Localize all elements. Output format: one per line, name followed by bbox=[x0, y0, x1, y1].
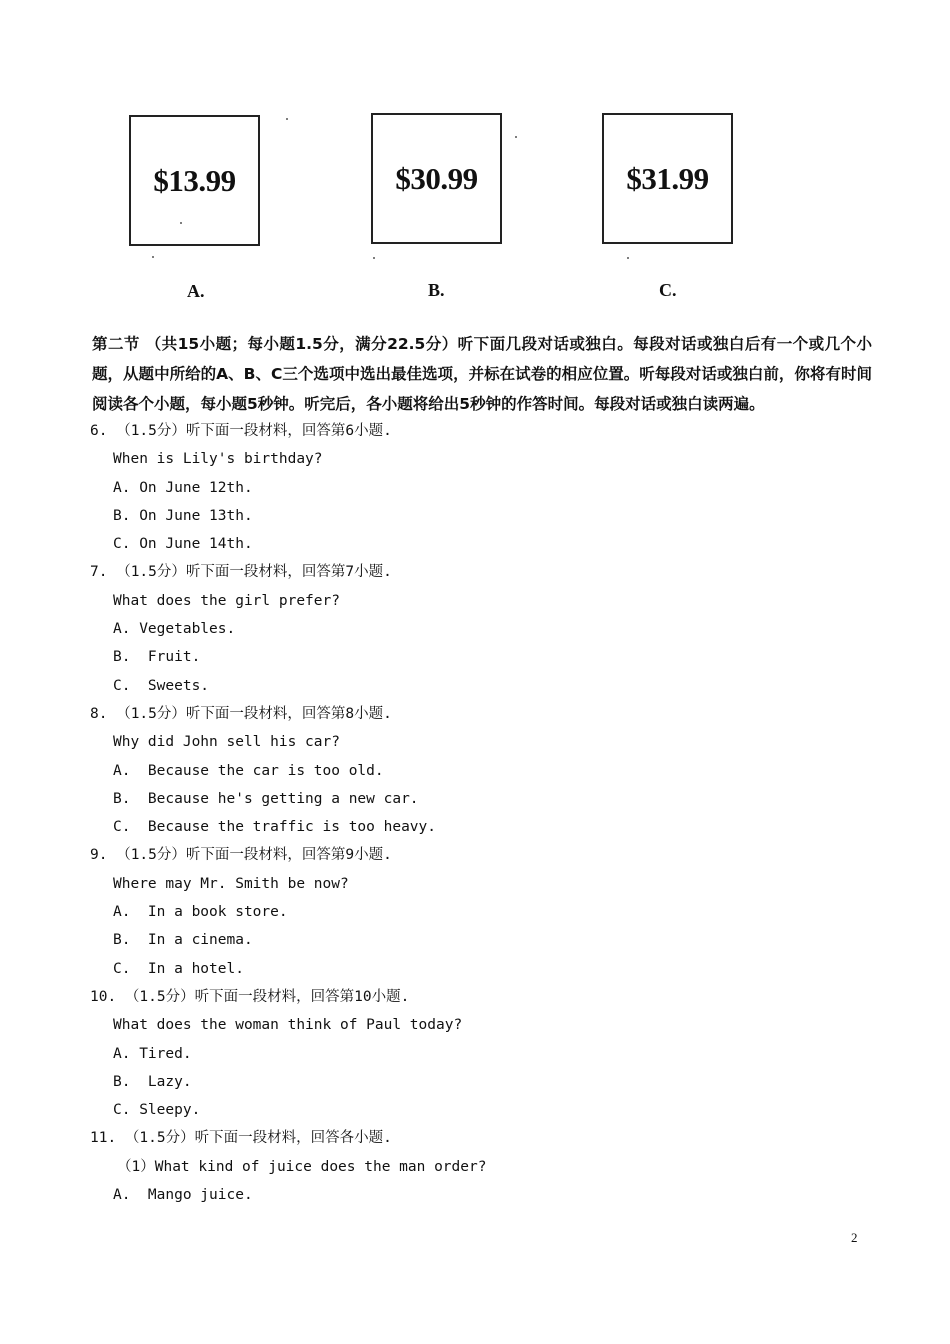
sub-question-stem: （1）What kind of juice does the man order? bbox=[117, 1158, 487, 1175]
option-b: B. In a cinema. bbox=[113, 932, 253, 949]
option-a: A. On June 12th. bbox=[113, 479, 253, 496]
page-number: 2 bbox=[851, 1230, 858, 1245]
question-list bbox=[90, 417, 850, 1209]
price-a: $13.99 bbox=[153, 162, 236, 198]
question-header: 9. （1.5分）听下面一段材料，回答第9小题. bbox=[90, 847, 392, 864]
scan-speck bbox=[180, 222, 182, 224]
question-stem: Why did John sell his car? bbox=[113, 734, 340, 751]
option-a: A. In a book store. bbox=[113, 904, 288, 921]
question-11 bbox=[90, 1124, 850, 1209]
option-c: C. On June 14th. bbox=[113, 536, 253, 553]
question-stem: Where may Mr. Smith be now? bbox=[113, 875, 349, 892]
question-stem: When is Lily's birthday? bbox=[113, 451, 323, 468]
option-b: B. Because he's getting a new car. bbox=[113, 790, 419, 807]
scan-speck bbox=[373, 257, 375, 259]
option-b: B. Fruit. bbox=[113, 649, 201, 666]
scan-speck bbox=[152, 256, 154, 258]
option-letter-b: B. bbox=[428, 280, 445, 300]
question-header: 10. （1.5分）听下面一段材料，回答第10小题. bbox=[90, 988, 410, 1005]
price-box-c bbox=[602, 113, 733, 244]
scan-speck bbox=[515, 136, 517, 138]
scan-speck bbox=[627, 257, 629, 259]
option-b: B. On June 13th. bbox=[113, 507, 253, 524]
section-instructions: 第二节 （共15小题；每小题1.5分，满分22.5分）听下面几段对话或独白。每段对话或独白后有一个或几个小题，从题中所给的A、B、C三个选项中选出最佳选项，并标在试卷的相应位置。听每段对话或独白前，你将有时间阅读各个小题，每小题5秒钟。听完后，各小题将给出5秒钟的作答时间。每段对话或独白读两遍。 bbox=[92, 335, 872, 413]
question-9 bbox=[90, 841, 850, 982]
price-c: $31.99 bbox=[626, 160, 709, 196]
question-header: 11. （1.5分）听下面一段材料，回答各小题. bbox=[90, 1130, 392, 1147]
scan-speck bbox=[286, 118, 288, 120]
option-a: A. Tired. bbox=[113, 1045, 192, 1062]
question-6 bbox=[90, 417, 850, 558]
price-box-a bbox=[129, 115, 260, 246]
question-stem: What does the girl prefer? bbox=[113, 592, 340, 609]
option-c: C. Sleepy. bbox=[113, 1102, 201, 1119]
option-c: C. In a hotel. bbox=[113, 960, 244, 977]
price-box-b bbox=[371, 113, 502, 244]
option-a: A. Mango juice. bbox=[113, 1187, 253, 1204]
price-b: $30.99 bbox=[395, 160, 478, 196]
option-letter-c: C. bbox=[659, 280, 677, 300]
question-header: 7. （1.5分）听下面一段材料，回答第7小题. bbox=[90, 564, 392, 581]
question-8 bbox=[90, 700, 850, 841]
option-c: C. Because the traffic is too heavy. bbox=[113, 819, 437, 836]
question-header: 8. （1.5分）听下面一段材料，回答第8小题. bbox=[90, 705, 392, 722]
question-10 bbox=[90, 983, 850, 1124]
option-c: C. Sweets. bbox=[113, 677, 210, 694]
option-letter-a: A. bbox=[187, 281, 205, 301]
option-b: B. Lazy. bbox=[113, 1073, 192, 1090]
question-stem: What does the woman think of Paul today? bbox=[113, 1017, 463, 1034]
question-header: 6. （1.5分）听下面一段材料，回答第6小题. bbox=[90, 423, 392, 439]
option-a: A. Vegetables. bbox=[113, 621, 236, 638]
option-a: A. Because the car is too old. bbox=[113, 762, 384, 779]
question-7 bbox=[90, 558, 850, 699]
